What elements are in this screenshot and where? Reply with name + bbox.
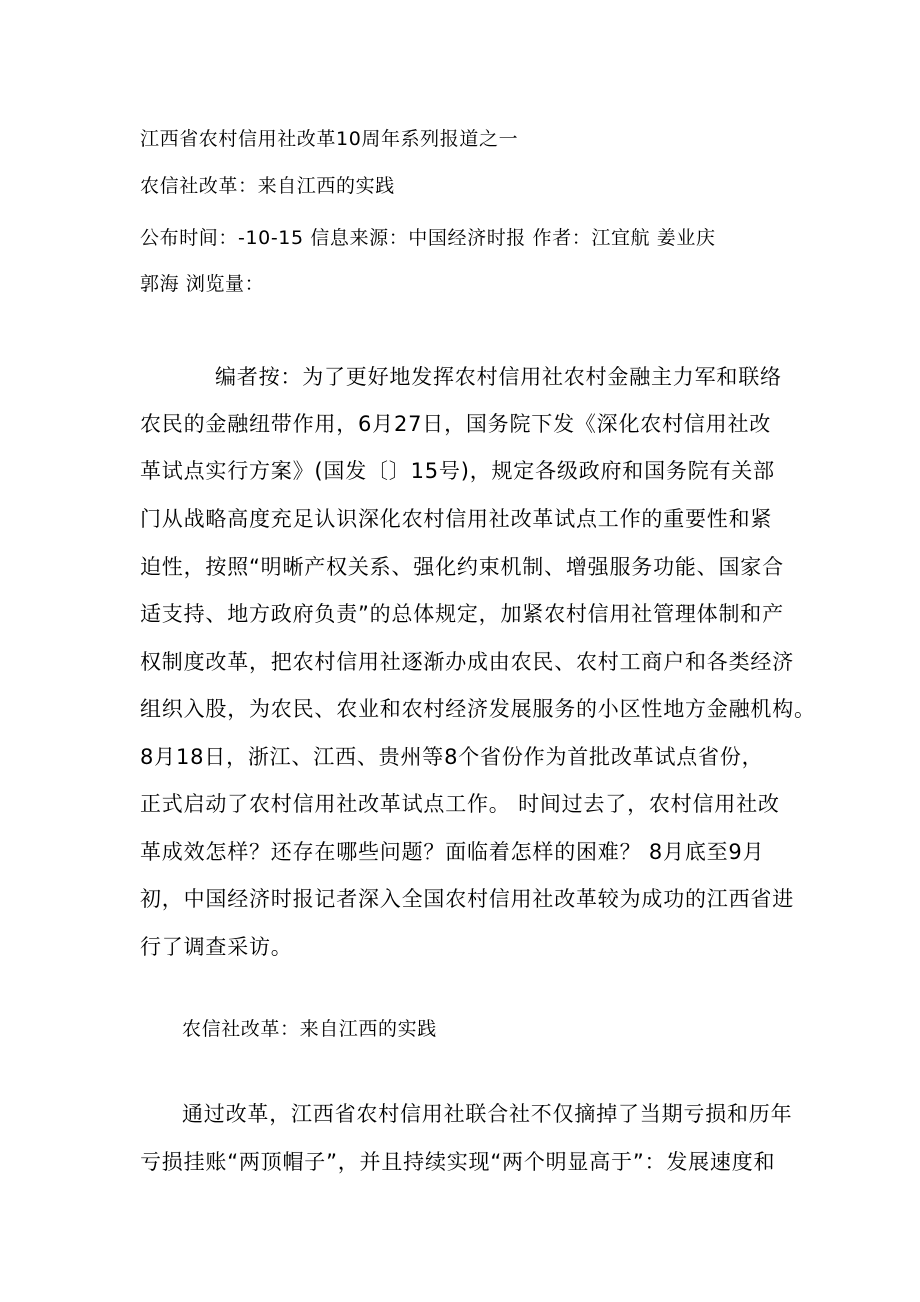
article-meta-line-1: 公布时间：-10-15 信息来源：中国经济时报 作者：江宜航 姜业庆 xyxy=(140,227,716,249)
section-body-line: 通过改革，江西省农村信用社联合社不仅摘掉了当期亏损和历年 xyxy=(182,1102,793,1126)
editor-note-line: 革试点实行方案》(国发〔〕15号)，规定各级政府和国务院有关部 xyxy=(140,459,775,483)
editor-note-line: 权制度改革，把农村信用社逐渐办成由农民、农村工商户和各类经济 xyxy=(140,650,794,674)
editor-note-line: 初，中国经济时报记者深入全国农村信用社改革较为成功的江西省进 xyxy=(140,887,794,911)
series-title: 江西省农村信用社改革10周年系列报道之一 xyxy=(140,128,519,150)
editor-note-line: 门从战略高度充足认识深化农村信用社改革试点工作的重要性和紧 xyxy=(140,507,773,531)
editor-note-line: 适支持、地方政府负责”的总体规定，加紧农村信用社管理体制和产 xyxy=(140,602,784,626)
editor-note-line: 8月18日，浙江、江西、贵州等8个省份作为首批改革试点省份， xyxy=(140,745,764,769)
editor-note-line: 行了调查采访。 xyxy=(140,935,293,959)
editor-note-line: 正式启动了农村信用社改革试点工作。 时间过去了，农村信用社改 xyxy=(140,792,780,816)
section-body-line: 亏损挂账“两顶帽子”，并且持续实现“两个明显高于”：发展速度和 xyxy=(140,1150,776,1174)
article-title: 农信社改革：来自江西的实践 xyxy=(140,175,395,197)
editor-note-line: 编者按：为了更好地发挥农村信用社农村金融主力军和联络 xyxy=(215,365,782,389)
section-subheading: 农信社改革：来自江西的实践 xyxy=(182,1018,437,1040)
editor-note-line: 迫性，按照“明晰产权关系、强化约束机制、增强服务功能、国家合 xyxy=(140,555,784,579)
editor-note-line: 革成效怎样？还存在哪些问题？面临着怎样的困难？ 8月底至9月 xyxy=(140,840,765,864)
editor-note-line: 农民的金融纽带作用，6月27日，国务院下发《深化农村信用社改 xyxy=(140,412,772,436)
article-meta-line-2: 郭海 浏览量： xyxy=(140,273,265,295)
editor-note-line: 组织入股，为农民、农业和农村经济发展服务的小区性地方金融机构。 xyxy=(140,697,816,721)
